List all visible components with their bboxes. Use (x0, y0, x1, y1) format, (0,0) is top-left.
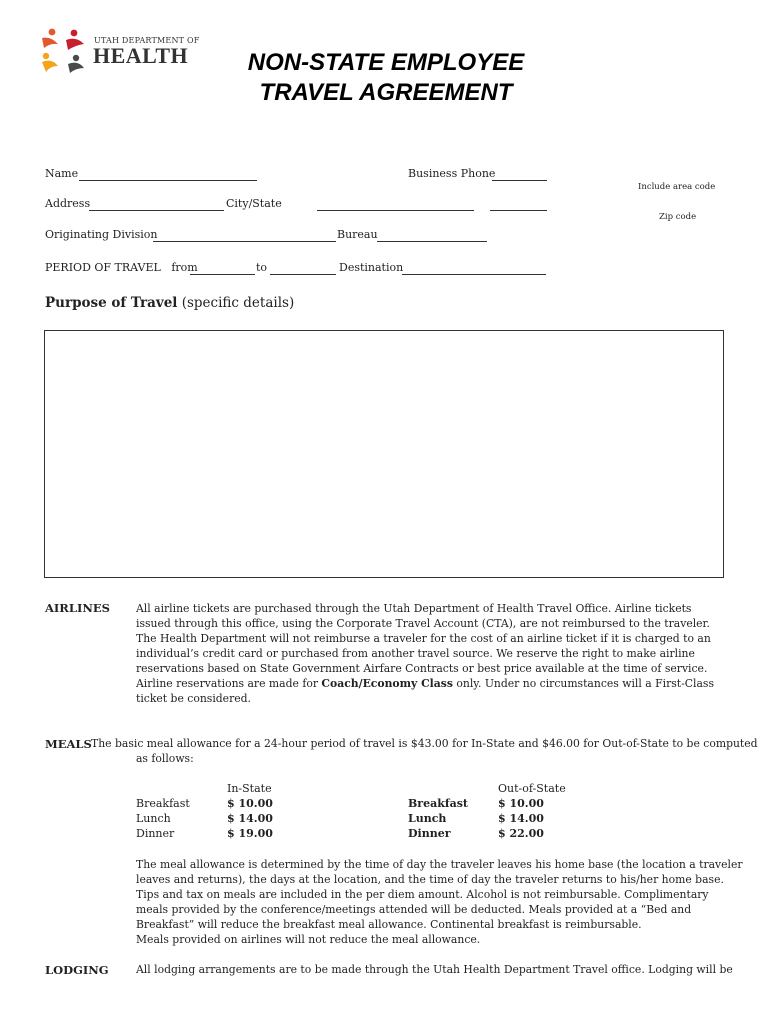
title-line2: TRAVEL AGREEMENT (259, 79, 513, 106)
meals-policy-line: Meals provided on airlines will not reduce the meal allowance. (136, 933, 481, 946)
destination-field[interactable] (402, 274, 546, 275)
business-phone-field[interactable] (492, 180, 547, 181)
logo-figures-icon (38, 26, 88, 76)
division-label: Originating Division (45, 228, 158, 241)
purpose-subtitle: (specific details) (181, 295, 295, 311)
period-to-label: to (256, 261, 268, 274)
meals-policy-line: meals provided by the conference/meetings attended will be deducted. Meals provided at a “Bed and (136, 903, 692, 916)
instate-meal: Lunch (136, 812, 171, 825)
title-line1: NON-STATE EMPLOYEE (247, 49, 525, 76)
instate-amount: $ 14.00 (227, 812, 273, 825)
page-title (200, 48, 572, 108)
instate-meal: Breakfast (136, 797, 190, 810)
meals-policy-line: leaves and returns), the days at the location, and the time of day the traveler returns to his/her home base. (136, 873, 724, 886)
meals-policy-line: Tips and tax on meals are included in the per diem amount. Alcohol is not reimbursable. Complimentary (136, 888, 709, 901)
outstate-meal: Breakfast (408, 797, 468, 810)
lodging-text: All lodging arrangements are to be made through the Utah Health Department Travel office. Lodging will be (136, 963, 733, 976)
business-phone-label: Business Phone (408, 167, 496, 180)
instate-amount: $ 19.00 (227, 827, 273, 840)
bureau-label: Bureau (337, 228, 378, 241)
address-label: Address (45, 197, 91, 210)
meals-heading: MEALS (45, 737, 92, 751)
outstate-header: Out-of-State (498, 782, 566, 795)
airlines-text-after: only. Under no circumstances will a First-Class ticket be considered. (136, 677, 715, 705)
bureau-field[interactable] (377, 241, 487, 242)
lodging-heading: LODGING (45, 963, 109, 977)
name-label: Name (45, 167, 79, 180)
period-from-field[interactable] (190, 274, 255, 275)
instate-header: In-State (227, 782, 272, 795)
airlines-heading: AIRLINES (45, 601, 110, 615)
logo-line1: UTAH DEPARTMENT OF (94, 36, 200, 45)
meals-policy-line: The meal allowance is determined by the time of day the traveler leaves his home base (the location a traveler (136, 858, 743, 871)
zip-note: Zip code (659, 212, 697, 222)
airlines-class-emphasis: Coach/Economy Class (321, 677, 453, 690)
outstate-amount: $ 14.00 (498, 812, 544, 825)
division-field[interactable] (153, 241, 336, 242)
logo-line2: HEALTH (93, 43, 189, 68)
destination-label: Destination (339, 261, 404, 274)
airlines-text-before: All airline tickets are purchased through the Utah Department of Health Travel Office. Airline tickets issued through this office, using the Corporate Travel Account (CTA), are not reimbursed to the traveler. The Health Department will not reimburse a traveler for the cost of an airline ticket if it is charged to an individual’s credit card or purchased from another travel source. We reserve the right to make airline reservations based on State Government Airfare Contracts or best price available at the time of service. Airline reservations are made for (136, 602, 711, 690)
meals-policy (136, 857, 743, 947)
address-field[interactable] (89, 210, 224, 211)
purpose-title: Purpose of Travel (45, 295, 178, 311)
period-label: PERIOD OF TRAVEL from (45, 261, 198, 274)
outstate-amount: $ 10.00 (498, 797, 544, 810)
outstate-meal: Dinner (408, 827, 451, 840)
period-to-field[interactable] (270, 274, 336, 275)
udoh-logo (38, 26, 208, 76)
airlines-paragraph (136, 601, 728, 706)
city-state-field[interactable] (317, 210, 474, 211)
city-state-label: City/State (226, 197, 282, 210)
outstate-meal: Lunch (408, 812, 447, 825)
area-code-note: Include area code (638, 182, 716, 192)
meals-intro-line1: The basic meal allowance for a 24-hour period of travel is $43.00 for In-State and $46.00 for Out-of-State to be computed (91, 737, 758, 750)
purpose-textbox[interactable] (44, 330, 724, 578)
instate-amount: $ 10.00 (227, 797, 273, 810)
purpose-heading (45, 295, 294, 311)
meals-intro-line2: as follows: (136, 752, 194, 765)
meals-policy-line: Breakfast” will reduce the breakfast meal allowance. Continental breakfast is reimbursable. (136, 918, 642, 931)
outstate-amount: $ 22.00 (498, 827, 544, 840)
zip-field[interactable] (490, 210, 547, 211)
instate-meal: Dinner (136, 827, 175, 840)
name-field[interactable] (79, 180, 257, 181)
